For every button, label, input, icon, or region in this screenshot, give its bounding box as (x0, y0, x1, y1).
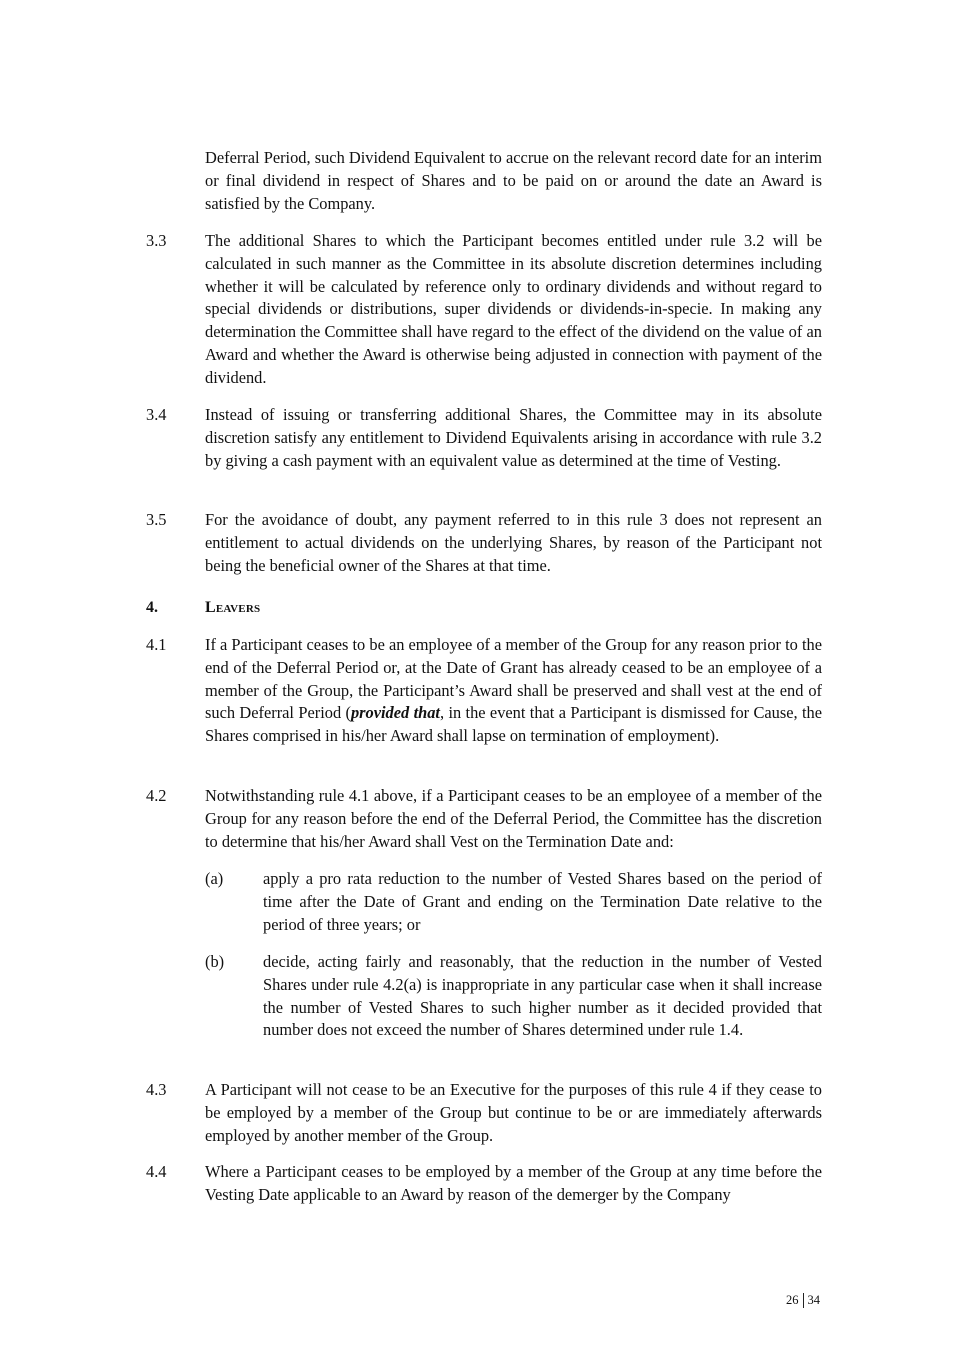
current-page-number: 26 (786, 1293, 799, 1307)
clause-4-3-text: A Participant will not cease to be an Executive for the purposes of this rule 4 if they cease to be employed by a member of the Group but continue to be or are immediately afterwards employed by another member of the Group. (205, 1080, 822, 1145)
clause-number: 3.4 (146, 405, 167, 424)
clause-number: 3.3 (146, 231, 167, 250)
clause-3-4-text: Instead of issuing or transferring additional Shares, the Committee may in its absolute discretion satisfy any entitlement to Dividend Equivalents arising in accordance with rule 3.2 by giving a cash payment with an equivalent value as determined at the time of Vesting. (205, 405, 822, 470)
page-separator (803, 1293, 804, 1308)
clause-4-1-text (205, 634, 822, 748)
clause-3-5-text: For the avoidance of doubt, any payment referred to in this rule 3 does not represent an entitlement to actual dividends on the underlying Shares, by reason of the Participant not being the beneficial owner of the Shares at that time. (205, 510, 822, 575)
subclause-label: (b) (205, 952, 225, 971)
clause-number: 4.2 (146, 786, 167, 805)
clause-4-2-text: Notwithstanding rule 4.1 above, if a Participant ceases to be an employee of a member of the Group for any reason before the end of the Deferral Period, the Committee has the discretion to determine that his/her Award shall Vest on the Termination Date and: (205, 786, 822, 851)
clause-number: 4.1 (146, 635, 167, 654)
page-number-footer (786, 1292, 820, 1308)
section-title: Leavers (205, 599, 261, 616)
subclause-b-text: decide, acting fairly and reasonably, that the reduction in the number of Vested Shares under rule 4.2(a) is inappropriate in any particular case when it shall increase the number of Vested Shares to such higher number as it decided provided that number does not exceed the number of Shares determined under rule 1.4. (263, 952, 822, 1040)
clause-number: 4.4 (146, 1162, 167, 1181)
section-number: 4. (146, 599, 158, 616)
subclause-label: (a) (205, 869, 224, 888)
clause-number: 4.3 (146, 1080, 167, 1099)
clause-3-3-text: The additional Shares to which the Participant becomes entitled under rule 3.2 will be calculated in such manner as the Committee in its absolute discretion determines including whether it will be calculated by reference only to ordinary dividends and without regard to special dividends or distributions, super dividends or dividends-in-specie. In making any determination the Committee shall have regard to the effect of the dividend on the value of an Award and whether the Award is otherwise being adjusted in connection with payment of the dividend. (205, 231, 822, 387)
total-page-count: 34 (807, 1293, 820, 1307)
clause-number: 3.5 (146, 510, 167, 529)
clause-4-1-emphasis: provided that (350, 703, 440, 723)
subclause-a-text: apply a pro rata reduction to the number of Vested Shares based on the period of time after the Date of Grant and ending on the Termination Date relative to the period of three years; or (263, 869, 822, 934)
continuation-paragraph: Deferral Period, such Dividend Equivalent to accrue on the relevant record date for an interim or final dividend in respect of Shares and to be paid on or around the date an Award is satisfied by the Company. (205, 148, 822, 213)
clause-4-4-text: Where a Participant ceases to be employed by a member of the Group at any time before the Vesting Date applicable to an Award by reason of the demerger by the Company (205, 1162, 822, 1204)
clause-4-1-text-after: , in the event that a Participant is dismissed for Cause, the Shares comprised in his/her Award shall lapse on termination of employment). (205, 703, 822, 746)
clause-4-1-text-before: If a Participant ceases to be an employee of a member of the Group for any reason prior to the end of the Deferral Period or, at the Date of Grant has already ceased to be an employee of a member of the Group, the Participant’s Award shall be preserved and shall vest at the end of such Deferral Period ( (205, 635, 822, 723)
